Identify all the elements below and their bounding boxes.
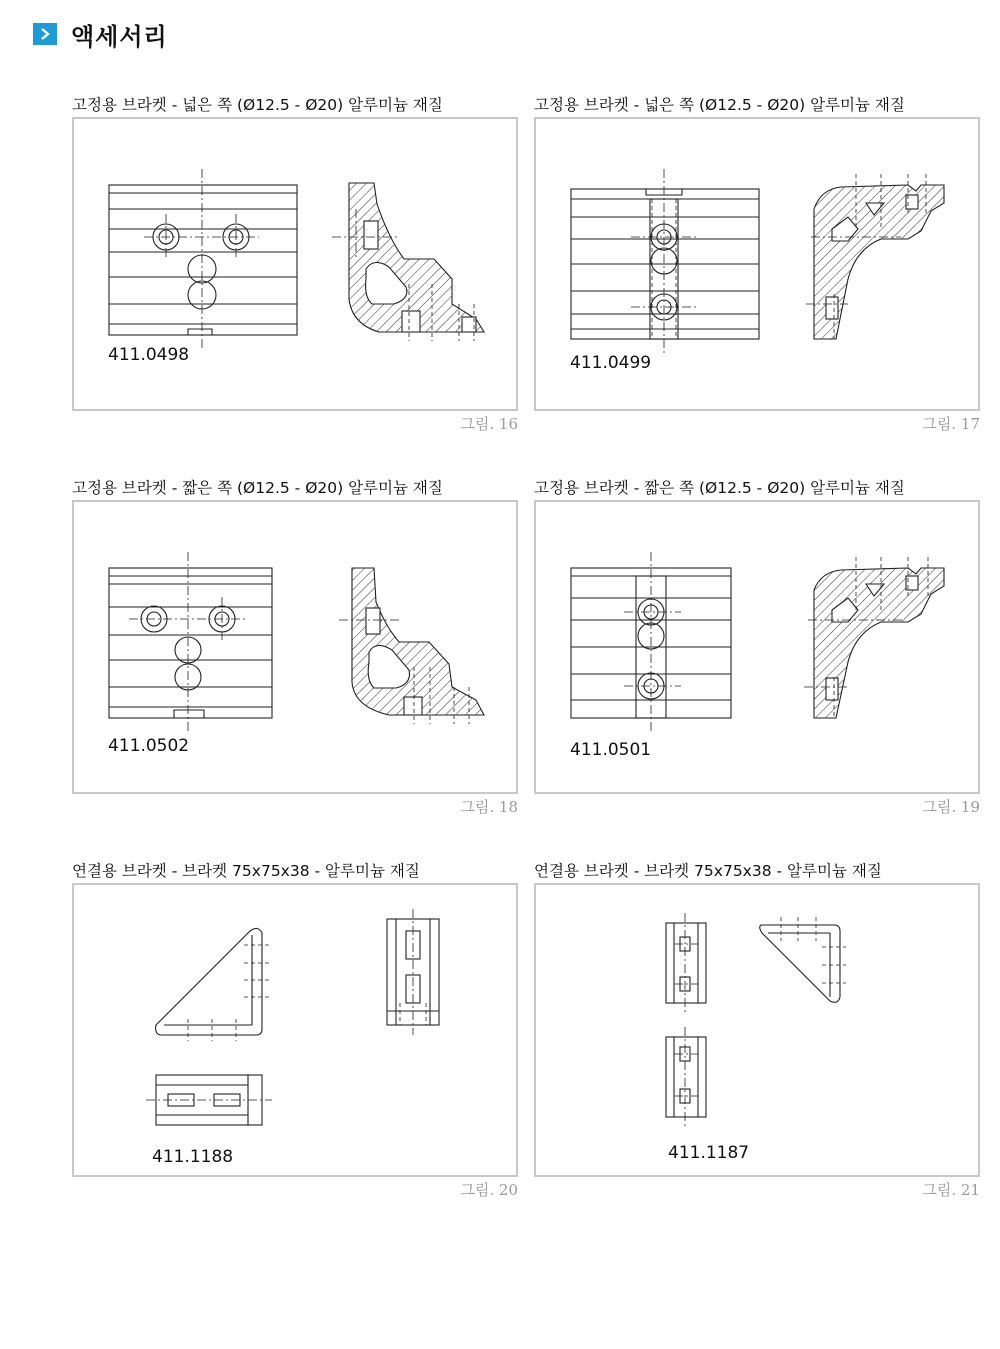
section-header (33, 18, 168, 50)
drawing-frame (72, 883, 518, 1177)
part-number: 411.0501 (570, 740, 652, 760)
figure-20 (72, 859, 518, 1204)
figure-label: 그림. 19 (922, 798, 980, 816)
figure-caption: 고정용 브라켓 - 넓은 쪽 (Ø12.5 - Ø20) 알루미늄 재질 (534, 96, 905, 114)
part-number: 411.1188 (152, 1147, 234, 1167)
figure-21 (534, 859, 980, 1204)
part-number: 411.0502 (108, 736, 190, 756)
part-number: 411.0499 (570, 353, 652, 373)
chevron-right-icon (33, 23, 57, 45)
bracket-wide-drawing (74, 119, 516, 409)
page-title: 액세서리 (71, 22, 168, 51)
figure-17 (534, 93, 980, 438)
connecting-bracket-drawing (74, 885, 516, 1175)
figure-caption: 고정용 브라켓 - 넓은 쪽 (Ø12.5 - Ø20) 알루미늄 재질 (72, 96, 443, 114)
figure-label: 그림. 20 (460, 1181, 518, 1199)
figure-caption: 고정용 브라켓 - 짧은 쪽 (Ø12.5 - Ø20) 알루미늄 재질 (72, 479, 443, 497)
figure-label: 그림. 18 (460, 798, 518, 816)
figure-caption: 고정용 브라켓 - 짧은 쪽 (Ø12.5 - Ø20) 알루미늄 재질 (534, 479, 905, 497)
connecting-bracket-drawing (536, 885, 978, 1175)
part-number: 411.1187 (668, 1143, 750, 1163)
part-number: 411.0498 (108, 345, 190, 365)
drawing-frame (534, 500, 980, 794)
drawing-frame (72, 500, 518, 794)
drawing-frame (72, 117, 518, 411)
figure-label: 그림. 16 (460, 415, 518, 433)
figure-16 (72, 93, 518, 438)
drawing-frame (534, 117, 980, 411)
figure-19 (534, 476, 980, 821)
figure-caption: 연결용 브라켓 - 브라켓 75x75x38 - 알루미늄 재질 (72, 862, 420, 880)
figure-18 (72, 476, 518, 821)
drawing-frame (534, 883, 980, 1177)
figure-label: 그림. 17 (922, 415, 980, 433)
figure-label: 그림. 21 (922, 1181, 980, 1199)
figure-caption: 연결용 브라켓 - 브라켓 75x75x38 - 알루미늄 재질 (534, 862, 882, 880)
